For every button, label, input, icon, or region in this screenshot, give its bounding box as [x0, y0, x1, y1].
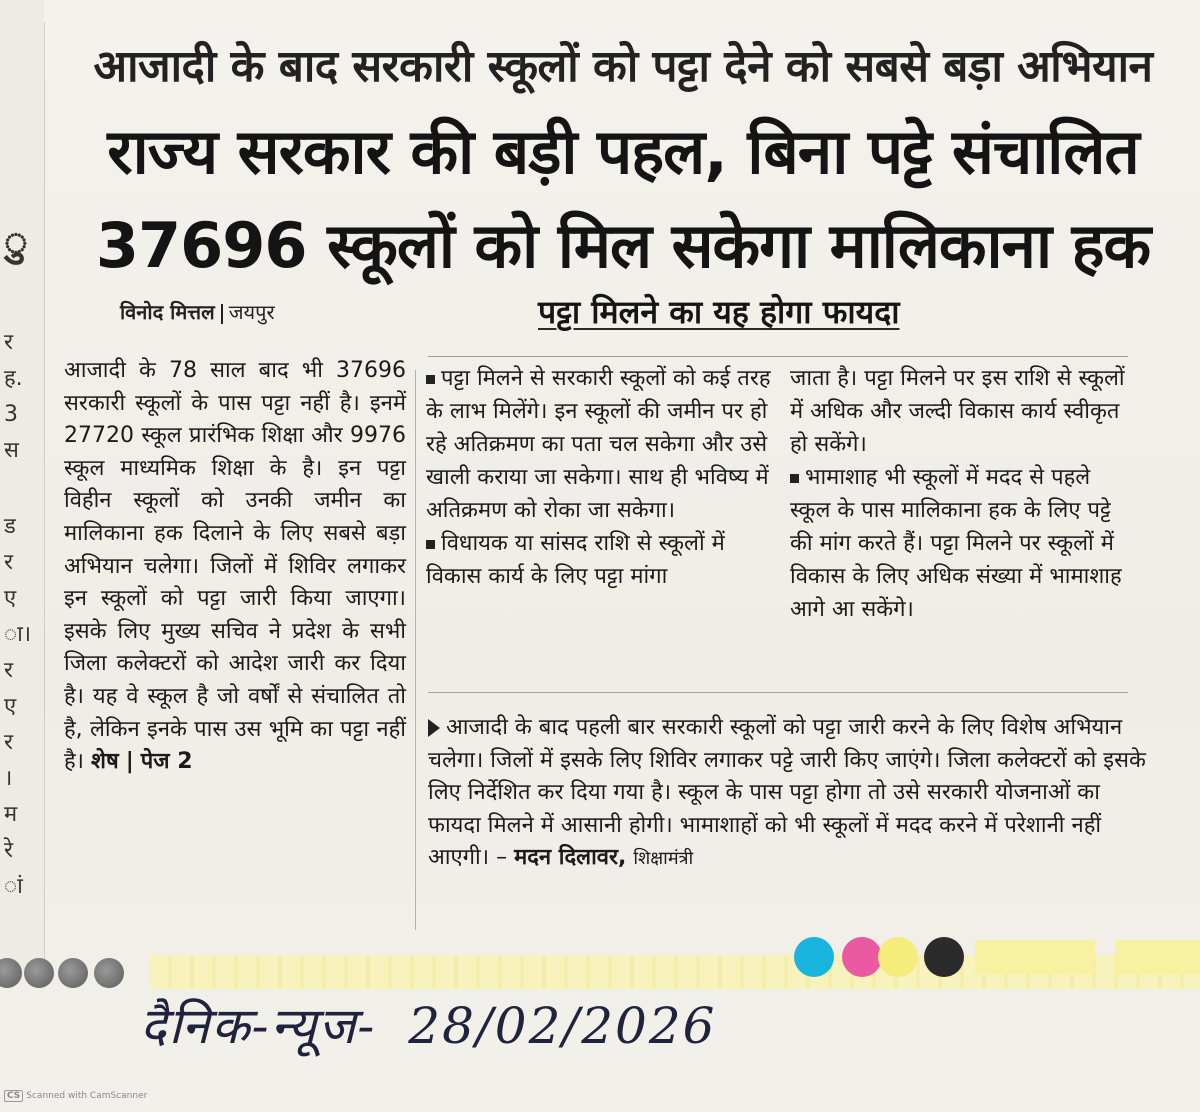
- bullet-square-icon: [790, 474, 799, 483]
- benefit-item: [426, 362, 772, 527]
- left-margin-fragment: ह.: [4, 366, 23, 391]
- left-margin-fragment: ए: [4, 694, 17, 719]
- left-margin-fragment: स: [4, 438, 19, 463]
- left-margin-fragment: ा।: [4, 622, 32, 647]
- cyan-register-dot: [794, 937, 834, 977]
- benefits-column-2: [426, 362, 772, 593]
- left-margin-fragment: रे: [4, 838, 13, 863]
- benefits-box-border: [428, 356, 1128, 357]
- quote-text: आजादी के बाद पहली बार सरकारी स्कूलों को पट्टा जारी करने के लिए विशेष अभियान चलेगा। जिलों में इसके लिए शिविर लगाकर पट्टे जारी किए जाएंगे। जिला कलेक्टरों को इसके लिए निर्देशित कर दिया गया है। स्कूल के पास पट्टा होगा तो उसे सरकारी योजनाओं का फायदा मिलने में आसानी होगी। भामाशाहों को भी स्कूलों में मदद करने में परेशानी नहीं आएगी।: [428, 715, 1146, 870]
- left-margin-fragment: ां: [4, 874, 23, 899]
- quote-author: मदन दिलावर,: [514, 845, 627, 870]
- left-margin-strip: [0, 0, 45, 975]
- headline-line-1: राज्य सरकार की बड़ी पहल, बिना पट्टे संचालित: [107, 115, 1139, 188]
- magenta-register-dot: [842, 937, 882, 977]
- byline: [120, 298, 275, 325]
- top-margin-strip: [44, 0, 1200, 22]
- main-article-text: आजादी के 78 साल बाद भी 37696 सरकारी स्कूलों के पास पट्टा नहीं है। इनमें 27720 स्कूल प्रारंभिक शिक्षा और 9976 स्कूल माध्यमिक शिक्षा के है। इन पट्टा विहीन स्कूलों को उनकी जमीन का मालिकाना हक दिलाने के लिए सबसे बड़ा अभियान चलेगा। जिलों में शिविर लगाकर इन स्कूलों को पट्टा जारी किया जाएगा। इसके लिए मुख्य सचिव ने प्रदेश के सभी जिला कलेक्टरों को आदेश जारी कर दिया है। यह वे स्कूल है जो वर्षों से संचालित तो है, लेकिन इनके पास उस भूमि का पट्टा नहीं है।: [64, 358, 406, 775]
- benefit-text: भामाशाह भी स्कूलों में मदद से पहले स्कूल के पास मालिकाना हक के लिए पट्टे की मांग करते हैं। पट्टा मिलने पर स्कूलों में विकास के लिए अधिक संख्या में भामाशाह आगे आ सकेंगे।: [790, 465, 1122, 622]
- scanner-watermark: [4, 1090, 147, 1102]
- yellow-register-bar: [1115, 940, 1200, 974]
- quote-dash: –: [496, 845, 508, 870]
- bullet-square-icon: [426, 540, 435, 549]
- benefit-continuation: जाता है। पट्टा मिलने पर इस राशि से स्कूलों में अधिक और जल्दी विकास कार्य स्वीकृत हो सकेंगे।: [790, 366, 1125, 457]
- benefit-item: [426, 527, 772, 593]
- byline-separator: [221, 304, 223, 324]
- benefit-text: पट्टा मिलने से सरकारी स्कूलों को कई तरह के लाभ मिलेंगे। इन स्कूलों की जमीन पर हो रहे अतिक्रमण का पता चल सकेगा और उसे खाली कराया जा सकेगा। साथ ही भविष्य में अतिक्रमण को रोका जा सकेगा।: [426, 366, 771, 523]
- column-divider: [415, 370, 416, 930]
- black-register-dot: [924, 937, 964, 977]
- continued-separator: |: [125, 749, 134, 775]
- bullet-square-icon: [426, 375, 435, 384]
- byline-city: जयपुर: [228, 300, 275, 324]
- left-margin-fragment: ु: [4, 219, 28, 265]
- yellow-register-dot: [878, 937, 918, 977]
- register-dot: [58, 958, 88, 988]
- register-dot: [24, 958, 54, 988]
- left-margin-fragment: 3: [4, 402, 18, 427]
- watermark-text: Scanned with CamScanner: [26, 1091, 148, 1101]
- page-reference: पेज 2: [140, 749, 193, 775]
- continued-label: शेष: [91, 749, 119, 775]
- main-article-column: [64, 355, 406, 779]
- left-margin-fragment: म: [4, 802, 18, 827]
- yellow-register-bar: [975, 940, 1095, 974]
- register-dot: [94, 958, 124, 988]
- benefit-item: [790, 461, 1136, 626]
- benefits-box-title: पट्टा मिलने का यह होगा फायदा: [538, 293, 900, 331]
- benefits-column-3: [790, 362, 1136, 626]
- handwritten-date: 28/02/2026: [408, 997, 717, 1055]
- handwritten-annotation: [140, 990, 716, 1058]
- left-margin-fragment: र: [4, 330, 13, 355]
- camscanner-logo-icon: CS: [4, 1090, 23, 1102]
- quote-divider: [428, 692, 1128, 693]
- left-margin-fragment: ड: [4, 514, 16, 539]
- handwritten-source: दैनिक-न्यूज-: [140, 997, 377, 1055]
- left-margin-fragment: र: [4, 658, 13, 683]
- benefit-text: विधायक या सांसद राशि से स्कूलों में विकास कार्य के लिए पट्टा मांगा: [426, 531, 725, 589]
- minister-quote: [428, 712, 1148, 876]
- headline-kicker: आजादी के बाद सरकारी स्कूलों को पट्टा देने को सबसे बड़ा अभियान: [93, 41, 1153, 92]
- quote-author-role: शिक्षामंत्री: [633, 848, 694, 869]
- headline-line-2: 37696 स्कूलों को मिल सकेगा मालिकाना हक: [95, 209, 1151, 282]
- byline-author: विनोद मित्तल: [120, 300, 215, 324]
- quote-triangle-icon: [428, 719, 440, 737]
- left-margin-fragment: र: [4, 730, 13, 755]
- left-margin-fragment: ।: [4, 766, 13, 791]
- left-margin-fragment: र: [4, 550, 13, 575]
- left-margin-fragment: ए: [4, 586, 17, 611]
